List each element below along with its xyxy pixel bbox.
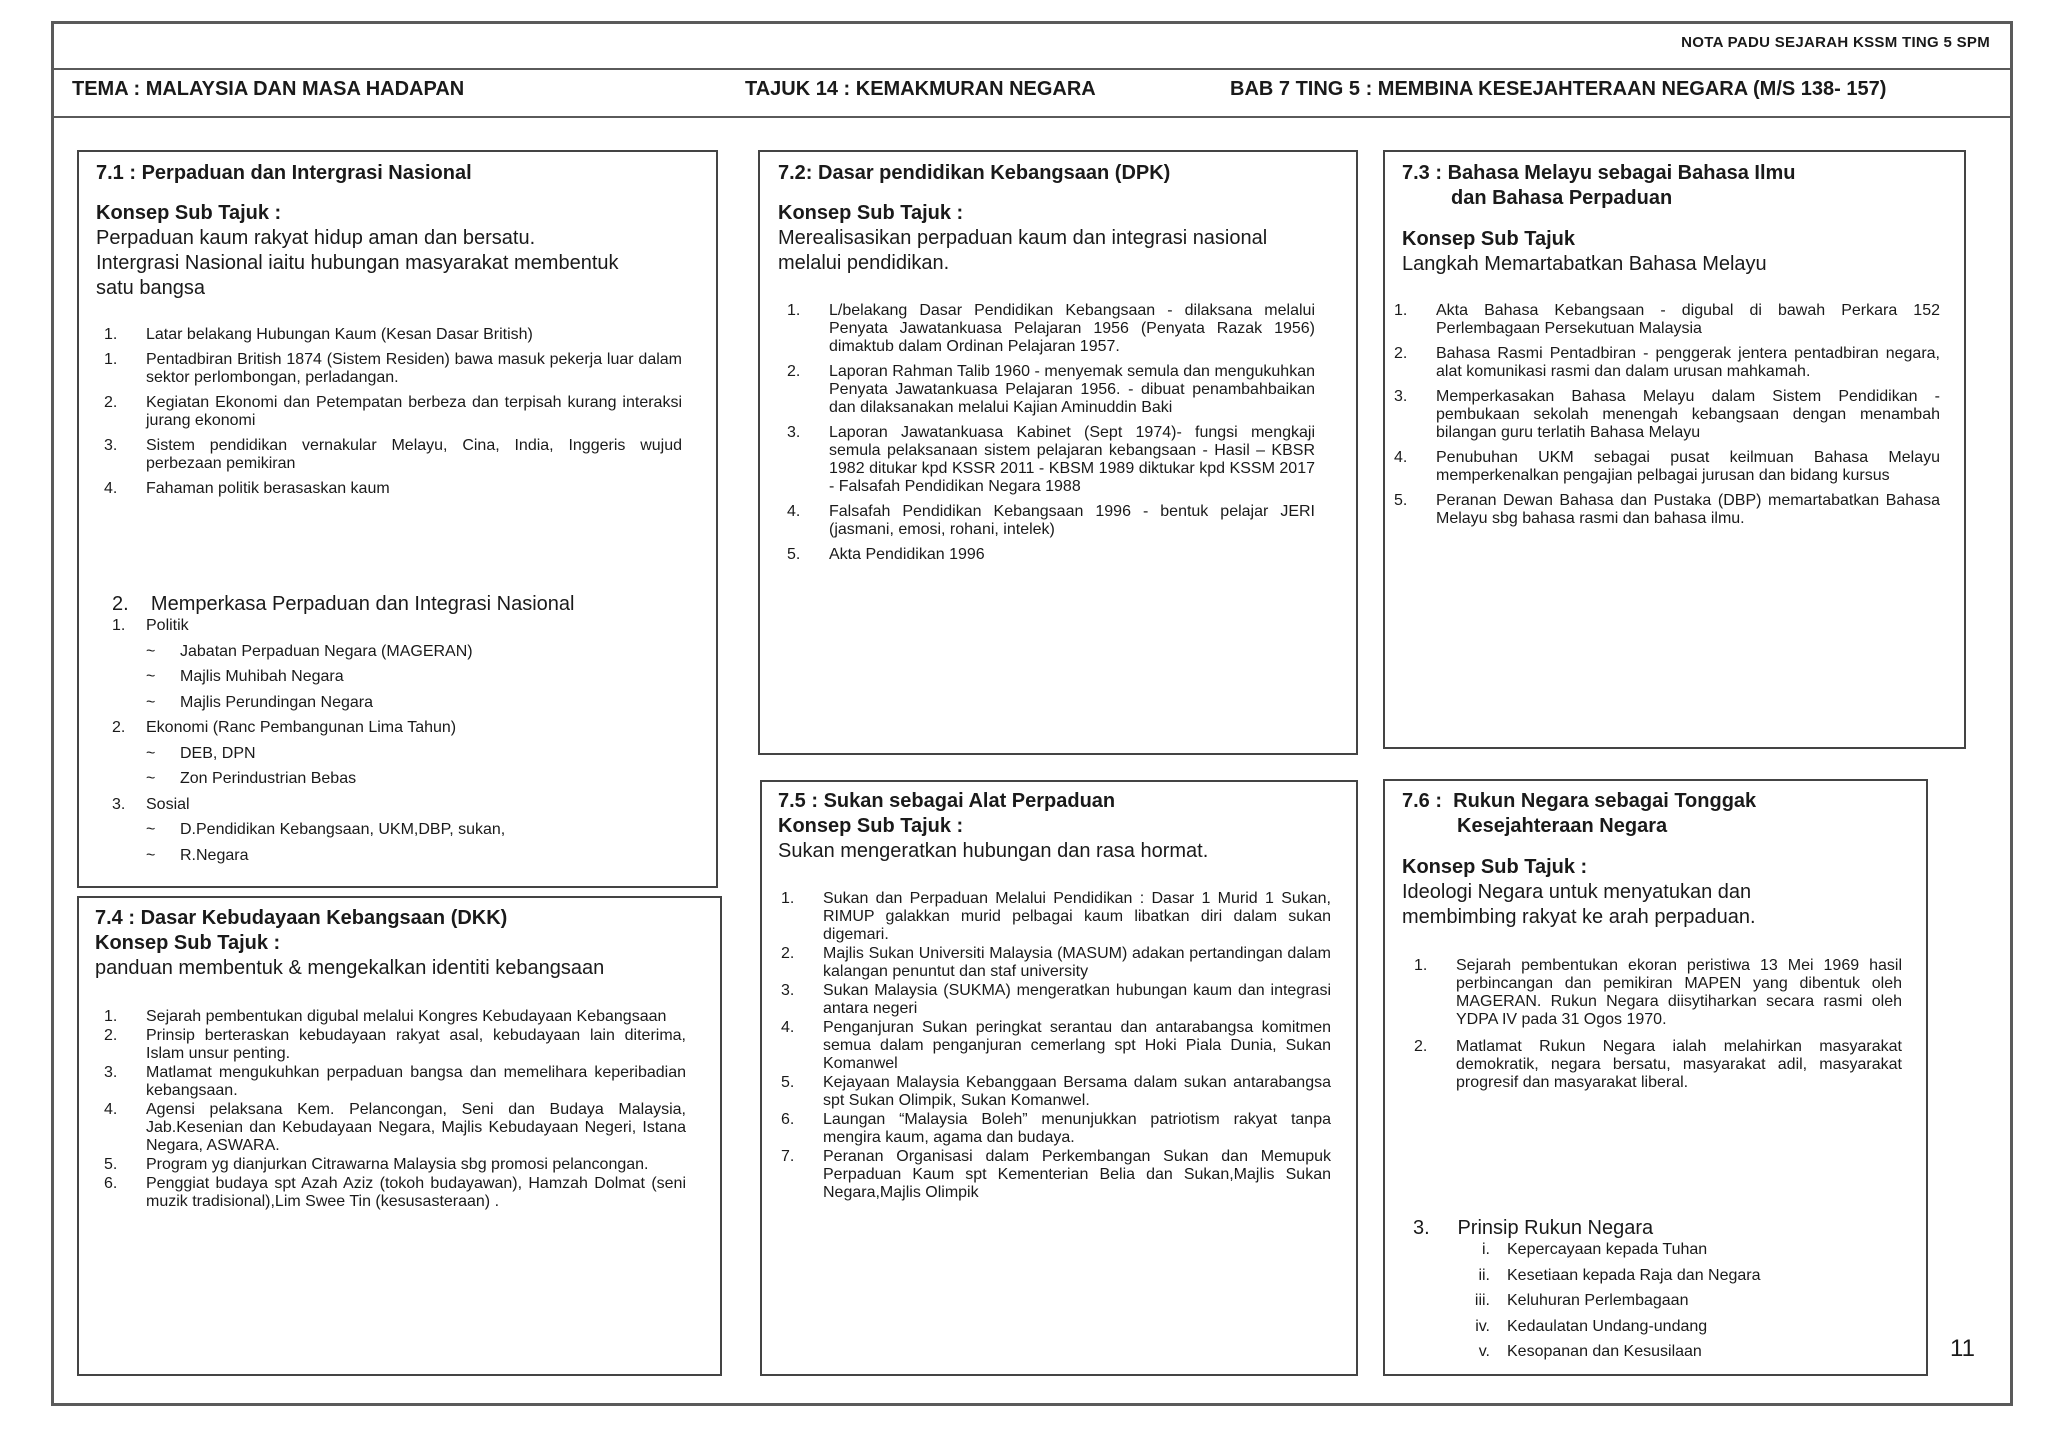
section-7-6-konsep-line: Ideologi Negara untuk menyatukan dan (1402, 881, 1752, 903)
prinsip-numeral: v. (1478, 1343, 1490, 1360)
sublist-item: Politik (146, 617, 189, 634)
prinsip-numeral: ii. (1478, 1266, 1490, 1284)
list-item: 1. Sejarah pembentukan digubal melalui Kongres Kebudayaan Kebangsaan (104, 1008, 667, 1025)
section-7-2-konsep-line: Merealisasikan perpaduan kaum dan integrasi nasional (778, 227, 1268, 249)
sublist-item: Ekonomi (Ranc Pembangunan Lima Tahun) (146, 719, 457, 736)
sublist-marker: ~ (146, 821, 156, 838)
list-item: 6. Penggiat budaya spt Azah Aziz (tokoh budayawan), Hamzah Dolmat (seni muzik tradisional),Lim Swee Tin (kesusasteraan) . (104, 1175, 686, 1210)
sublist-item: Zon Perindustrian Bebas (180, 770, 357, 787)
list-item: 1. Akta Bahasa Kebangsaan - digubal di bawah Perkara 152 Perlembagaan Persekutuan Malaysia (1394, 302, 1940, 337)
section-7-5-konsep-line: Sukan mengeratkan hubungan dan rasa hormat. (778, 840, 1209, 862)
section-7-1-konsep-label: Konsep Sub Tajuk : (96, 202, 282, 224)
list-item: 5. Program yg dianjurkan Citrawarna Malaysia sbg promosi pelancongan. (104, 1156, 649, 1173)
sublist-item: Sosial (146, 795, 190, 813)
prinsip-numeral: iii. (1474, 1292, 1490, 1309)
sublist-item: DEB, DPN (180, 744, 256, 762)
sublist-marker: ~ (146, 770, 156, 787)
section-7-2-list (787, 302, 1315, 564)
list-item: 1. Sukan dan Perpaduan Melalui Pendidikan : Dasar 1 Murid 1 Sukan, RIMUP galakkan murid pelbagai kaum libatkan diri dalam sukan digemari. (781, 890, 1331, 943)
list-item: 1. Pentadbiran British 1874 (Sistem Residen) bawa masuk pekerja luar dalam sektor perlombongan, perladangan. (104, 351, 682, 386)
list-item: 4. Penubuhan UKM sebagai pusat keilmuan Bahasa Melayu memperkenalkan pengajian pelbagai jurusan dan bidang kursus (1394, 449, 1940, 484)
list-item: 2. Prinsip berteraskan kebudayaan rakyat asal, kebudayaan lain diterima, Islam unsur penting. (104, 1027, 686, 1062)
section-7-1-konsep-line: Perpaduan kaum rakyat hidup aman dan bersatu. (96, 227, 536, 249)
section-7-4-konsep-label: Konsep Sub Tajuk : (95, 932, 281, 954)
list-item: 5. Peranan Dewan Bahasa dan Pustaka (DBP) memartabatkan Bahasa Melayu sbg bahasa rasmi dan bahasa ilmu. (1394, 492, 1940, 527)
section-7-4-title: 7.4 : Dasar Kebudayaan Kebangsaan (DKK) (95, 907, 508, 929)
prinsip-numeral: iv. (1475, 1317, 1490, 1335)
list-item: 2. Kegiatan Ekonomi dan Petempatan berbeza dan terpisah kurang interaksi jurang ekonomi (104, 394, 682, 429)
sublist-marker: 2. (112, 719, 126, 736)
section-7-5-title: 7.5 : Sukan sebagai Alat Perpaduan (778, 790, 1116, 812)
sublist-marker: ~ (146, 744, 156, 762)
list-item: 3. Sistem pendidikan vernakular Melayu, Cina, India, Inggeris wujud perbezaan pemikiran (104, 437, 682, 472)
section-7-6-title: 7.6 : Rukun Negara sebagai Tonggak (1402, 790, 1757, 812)
list-item: 5. Akta Pendidikan 1996 (787, 546, 985, 563)
list-item: 2. Bahasa Rasmi Pentadbiran - penggerak jentera pentadbiran negara, alat komunikasi rasmi dan dalam urusan mahkamah. (1394, 345, 1940, 380)
header-tajuk: TAJUK 14 : KEMAKMURAN NEGARA (745, 78, 1096, 100)
section-7-3-title: 7.3 : Bahasa Melayu sebagai Bahasa Ilmu (1402, 162, 1796, 184)
prinsip-item: Kesetiaan kepada Raja dan Negara (1507, 1266, 1761, 1284)
section-7-1-list (104, 326, 682, 498)
section-7-6-konsep-label: Konsep Sub Tajuk : (1402, 856, 1588, 878)
list-item: 4. Fahaman politik berasaskan kaum (104, 480, 390, 497)
list-item: 5. Kejayaan Malaysia Kebanggaan Bersama dalam sukan antarabangsa spt Sukan Olimpik, Sukan Komanwel. (781, 1074, 1331, 1109)
list-item: 2. Majlis Sukan Universiti Malaysia (MASUM) adakan pertandingan dalam kalangan penuntut dan staf university (781, 945, 1331, 980)
list-item: 4. Penganjuran Sukan peringkat serantau dan antarabangsa komitmen semua dalam penganjuran cemerlang spt Hoki Piala Dunia, Sukan Komanwel (781, 1019, 1331, 1072)
sublist-marker: ~ (146, 642, 156, 660)
section-7-2-konsep-line: melalui pendidikan. (778, 252, 950, 274)
sublist-item: Jabatan Perpaduan Negara (MAGERAN) (180, 642, 473, 660)
header-bab: BAB 7 TING 5 : MEMBINA KESEJAHTERAAN NEGARA (M/S 138- 157) (1230, 78, 1887, 100)
sublist-item: R.Negara (180, 846, 249, 864)
sublist-item: Majlis Muhibah Negara (180, 668, 344, 685)
list-item: 4. Agensi pelaksana Kem. Pelancongan, Seni dan Budaya Malaysia, Jab.Kesenian dan Kebudayaan Negara, Majlis Kebudayaan Negeri, Istana Negara, ASWARA. (104, 1101, 686, 1154)
sublist-marker: 3. (112, 795, 126, 813)
section-7-3-title-line2: dan Bahasa Perpaduan (1451, 187, 1673, 209)
section-7-1-subheading: 2. Memperkasa Perpaduan dan Integrasi Nasional (112, 593, 575, 615)
list-item: 1. Latar belakang Hubungan Kaum (Kesan Dasar British) (104, 326, 533, 343)
list-item: 3. Laporan Jawatankuasa Kabinet (Sept 1974)- fungsi mengkaji semula pelaksanaan sistem pelajaran kebangsaan - Hasil – KBSR 1982 ditukar kpd KSSR 2011 - KBSM 1989 diktukar kpd KSSM 2017 - Falsafah Pendidikan Negara 1988 (787, 424, 1315, 495)
list-item: 1. L/belakang Dasar Pendidikan Kebangsaan - dilaksana melalui Penyata Jawatankuasa Pelajaran 1956 (Penyata Razak 1956) dimaktub dalam Ordinan Pelajaran 1957. (787, 302, 1315, 355)
prinsip-numeral: i. (1482, 1241, 1490, 1258)
section-7-5-list (781, 890, 1331, 1202)
section-7-1-title: 7.1 : Perpaduan dan Intergrasi Nasional (96, 162, 472, 184)
prinsip-item: Kepercayaan kepada Tuhan (1507, 1241, 1708, 1258)
list-item: 2. Matlamat Rukun Negara ialah melahirkan masyarakat demokratik, negara bersatu, masyarakat adil, masyarakat progresif dan masyarakat liberal. (1414, 1038, 1902, 1091)
prinsip-item: Kedaulatan Undang-undang (1507, 1317, 1708, 1335)
section-7-3-list (1394, 302, 1940, 528)
top-note: NOTA PADU SEJARAH KSSM TING 5 SPM (1681, 34, 1990, 51)
section-7-6-title-line2: Kesejahteraan Negara (1457, 815, 1668, 837)
section-7-6-list (1414, 957, 1902, 1092)
list-item: 1. Sejarah pembentukan ekoran peristiwa 13 Mei 1969 hasil perbincangan dan pemikiran MAPEN yang dibentuk oleh MAGERAN. Rukun Negara diisytiharkan secara rasmi oleh YDPA IV pada 31 Ogos 1970. (1414, 957, 1902, 1028)
sublist-marker: ~ (146, 693, 156, 711)
sublist-marker: ~ (146, 846, 156, 864)
section-7-5-konsep-label: Konsep Sub Tajuk : (778, 815, 964, 837)
section-7-4-konsep-line: panduan membentuk & mengekalkan identiti kebangsaan (95, 957, 605, 979)
list-item: 2. Laporan Rahman Talib 1960 - menyemak semula dan mengukuhkan Penyata Jawatankuasa Pelajaran 1956. - dibuat penambahbaikan dan dilaksanakan melalui Kajian Aminuddin Baki (787, 363, 1315, 416)
section-7-3-konsep-label: Konsep Sub Tajuk (1402, 228, 1575, 250)
section-7-2-konsep-label: Konsep Sub Tajuk : (778, 202, 964, 224)
list-item: 3. Sukan Malaysia (SUKMA) mengeratkan hubungan kaum dan integrasi antara negeri (781, 982, 1331, 1017)
page-number: 11 (1950, 1335, 1975, 1362)
section-7-6-konsep-line: membimbing rakyat ke arah perpaduan. (1402, 906, 1756, 928)
prinsip-item: Kesopanan dan Kesusilaan (1507, 1343, 1702, 1360)
header-tema: TEMA : MALAYSIA DAN MASA HADAPAN (72, 78, 465, 100)
section-7-2-title: 7.2: Dasar pendidikan Kebangsaan (DPK) (778, 162, 1171, 184)
prinsip-item: Keluhuran Perlembagaan (1507, 1292, 1689, 1309)
list-item: 3. Memperkasakan Bahasa Melayu dalam Sistem Pendidikan - pembukaan sekolah menengah kebangsaan dengan menambah bilangan guru terlatih Bahasa Melayu (1394, 388, 1940, 441)
list-item: 3. Matlamat mengukuhkan perpaduan bangsa dan memelihara keperibadian kebangsaan. (104, 1064, 686, 1099)
section-7-3-konsep-line: Langkah Memartabatkan Bahasa Melayu (1402, 253, 1767, 275)
sublist-item: D.Pendidikan Kebangsaan, UKM,DBP, sukan, (180, 821, 506, 838)
sublist-item: Majlis Perundingan Negara (180, 693, 373, 711)
section-7-1-konsep-line: satu bangsa (96, 277, 205, 299)
section-7-6-prinsip-label: 3. Prinsip Rukun Negara (1413, 1217, 1654, 1239)
section-7-4-list (104, 1008, 686, 1211)
list-item: 7. Peranan Organisasi dalam Perkembangan Sukan dan Memupuk Perpaduan Kaum spt Kementerian Belia dan Sukan,Majlis Sukan Negara,Majlis Olimpik (781, 1148, 1331, 1201)
sublist-marker: 1. (112, 617, 126, 634)
section-7-1-konsep-line: Intergrasi Nasional iaitu hubungan masyarakat membentuk (96, 252, 619, 274)
list-item: 4. Falsafah Pendidikan Kebangsaan 1996 - bentuk pelajar JERI (jasmani, emosi, rohani, intelek) (787, 503, 1315, 538)
sublist-marker: ~ (146, 668, 156, 685)
list-item: 6. Laungan “Malaysia Boleh” menunjukkan patriotism rakyat tanpa mengira kaum, agama dan budaya. (781, 1111, 1331, 1146)
